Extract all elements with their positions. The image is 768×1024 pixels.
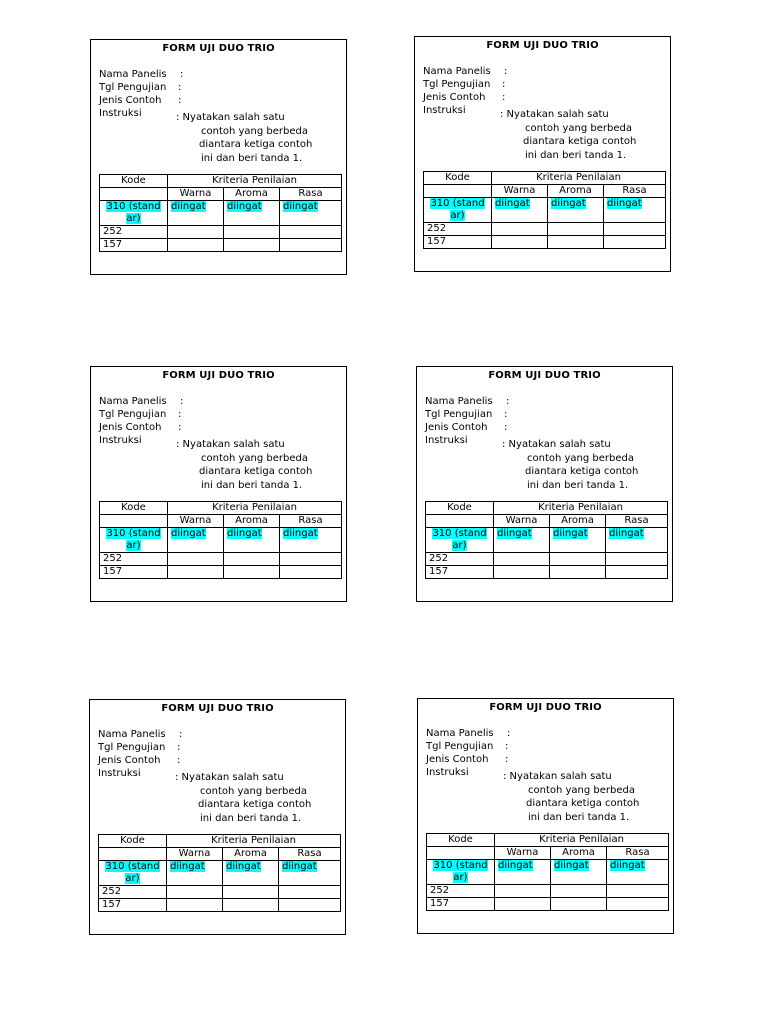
tgl-pengujian-label: Tgl Pengujian xyxy=(99,82,167,93)
aroma-cell[interactable] xyxy=(548,198,604,223)
kode-header: Kode xyxy=(100,175,168,188)
kode-310-line1: 310 (stand xyxy=(105,861,160,872)
instruction-line: diantara ketiga contoh xyxy=(199,139,313,151)
rasa-header: Rasa xyxy=(606,515,668,528)
instruksi-label: Instruksi xyxy=(99,108,142,119)
kode-310-line1: 310 (stand xyxy=(430,198,485,209)
kode-header: Kode xyxy=(426,502,494,515)
warna-cell[interactable] xyxy=(167,899,223,912)
table-subheader-row xyxy=(99,848,341,861)
table-row xyxy=(99,886,341,899)
instruction-line: : Nyatakan salah satu xyxy=(502,439,611,450)
form-title: FORM UJI DUO TRIO xyxy=(162,43,275,54)
empty-cell xyxy=(100,515,168,528)
table-row xyxy=(100,566,342,579)
instruksi-label: Instruksi xyxy=(425,435,468,446)
instruction-line: contoh yang berbeda xyxy=(200,785,308,797)
aroma-cell[interactable] xyxy=(224,566,280,579)
instruction-line: ini dan beri tanda 1. xyxy=(200,812,302,824)
warna-cell[interactable] xyxy=(495,885,551,898)
rasa-cell[interactable] xyxy=(279,861,341,886)
rasa-cell[interactable] xyxy=(607,860,669,885)
instruksi-label: Instruksi xyxy=(423,105,466,116)
jenis-contoh-colon: : xyxy=(178,95,182,106)
warna-cell[interactable] xyxy=(495,860,551,885)
tgl-pengujian-label: Tgl Pengujian xyxy=(425,409,493,420)
kode-157-cell: 157 xyxy=(100,566,168,579)
warna-header: Warna xyxy=(495,847,551,860)
criteria-table xyxy=(426,833,669,911)
duo-trio-form-1 xyxy=(90,39,347,275)
nama-panelis-colon: : xyxy=(179,729,183,740)
rasa-cell[interactable] xyxy=(279,886,341,899)
cell-value: diingat xyxy=(282,861,317,872)
cell-value: diingat xyxy=(227,201,262,212)
criteria-table xyxy=(99,501,342,579)
empty-cell xyxy=(427,847,495,860)
tgl-pengujian-colon: : xyxy=(502,79,506,90)
aroma-cell[interactable] xyxy=(224,201,280,226)
kode-157-cell: 157 xyxy=(100,239,168,252)
instruction-line: contoh yang berbeda xyxy=(525,122,633,134)
cell-value: diingat xyxy=(170,861,205,872)
table-row xyxy=(427,885,669,898)
aroma-header: Aroma xyxy=(550,515,606,528)
kode-310-cell xyxy=(426,528,494,553)
warna-header: Warna xyxy=(167,848,223,861)
jenis-contoh-label: Jenis Contoh xyxy=(426,754,489,765)
instruksi-label: Instruksi xyxy=(99,435,142,446)
table-subheader-row xyxy=(100,188,342,201)
instruction-line: diantara ketiga contoh xyxy=(523,136,637,148)
rasa-header: Rasa xyxy=(280,188,342,201)
instruksi-label: Instruksi xyxy=(426,767,469,778)
table-subheader-row xyxy=(426,515,668,528)
jenis-contoh-label: Jenis Contoh xyxy=(425,422,488,433)
cell-value: diingat xyxy=(607,198,642,209)
warna-cell[interactable] xyxy=(494,528,550,553)
warna-cell[interactable] xyxy=(167,861,223,886)
rasa-cell[interactable] xyxy=(279,899,341,912)
kode-310-line1: 310 (stand xyxy=(106,201,161,212)
rasa-cell[interactable] xyxy=(280,201,342,226)
instruction-line: diantara ketiga contoh xyxy=(199,466,313,478)
criteria-table xyxy=(98,834,341,912)
table-row-standard xyxy=(427,860,669,885)
kode-157-cell: 157 xyxy=(424,236,492,249)
rasa-cell[interactable] xyxy=(606,553,668,566)
warna-cell[interactable] xyxy=(494,566,550,579)
table-row xyxy=(100,226,342,239)
kode-310-cell xyxy=(100,528,168,553)
cell-value: diingat xyxy=(171,528,206,539)
rasa-header: Rasa xyxy=(279,848,341,861)
rasa-cell[interactable] xyxy=(604,198,666,223)
warna-cell[interactable] xyxy=(495,898,551,911)
instruction-line: : Nyatakan salah satu xyxy=(176,439,285,450)
rasa-cell[interactable] xyxy=(280,239,342,252)
kode-310-line2: ar) xyxy=(125,873,140,884)
kode-252-cell: 252 xyxy=(100,226,168,239)
warna-header: Warna xyxy=(168,188,224,201)
table-row-standard xyxy=(424,198,666,223)
cell-value: diingat xyxy=(283,201,318,212)
jenis-contoh-colon: : xyxy=(178,422,182,433)
warna-cell[interactable] xyxy=(168,239,224,252)
table-header-row xyxy=(424,172,666,185)
duo-trio-form-6 xyxy=(417,698,674,934)
duo-trio-form-2 xyxy=(414,36,671,272)
tgl-pengujian-colon: : xyxy=(177,742,181,753)
aroma-cell[interactable] xyxy=(224,226,280,239)
instruction-line: contoh yang berbeda xyxy=(201,452,309,464)
empty-cell xyxy=(100,188,168,201)
rasa-cell[interactable] xyxy=(604,223,666,236)
criteria-table xyxy=(99,174,342,252)
instruction-line: contoh yang berbeda xyxy=(528,784,636,796)
kode-252-cell: 252 xyxy=(99,886,167,899)
tgl-pengujian-colon: : xyxy=(178,409,182,420)
table-header-row xyxy=(99,835,341,848)
instruction-line: contoh yang berbeda xyxy=(201,125,309,137)
kriteria-header: Kriteria Penilaian xyxy=(494,502,668,515)
cell-value: diingat xyxy=(283,528,318,539)
instruction-line: : Nyatakan salah satu xyxy=(176,112,285,123)
kode-310-line2: ar) xyxy=(452,540,467,551)
aroma-header: Aroma xyxy=(224,188,280,201)
tgl-pengujian-label: Tgl Pengujian xyxy=(426,741,494,752)
table-header-row xyxy=(100,175,342,188)
kode-252-cell: 252 xyxy=(426,553,494,566)
instruction-text xyxy=(176,111,326,165)
instruction-line: : Nyatakan salah satu xyxy=(175,772,284,783)
cell-value: diingat xyxy=(497,528,532,539)
rasa-cell[interactable] xyxy=(606,566,668,579)
kriteria-header: Kriteria Penilaian xyxy=(168,175,342,188)
criteria-table xyxy=(425,501,668,579)
jenis-contoh-colon: : xyxy=(502,92,506,103)
kode-252-cell: 252 xyxy=(424,223,492,236)
nama-panelis-colon: : xyxy=(180,69,184,80)
aroma-cell[interactable] xyxy=(551,898,607,911)
instruction-line: ini dan beri tanda 1. xyxy=(201,152,303,164)
aroma-cell[interactable] xyxy=(550,553,606,566)
nama-panelis-colon: : xyxy=(504,66,508,77)
aroma-header: Aroma xyxy=(551,847,607,860)
warna-cell[interactable] xyxy=(492,198,548,223)
rasa-header: Rasa xyxy=(280,515,342,528)
tgl-pengujian-label: Tgl Pengujian xyxy=(98,742,166,753)
cell-value: diingat xyxy=(554,860,589,871)
nama-panelis-colon: : xyxy=(180,396,184,407)
instruction-line: ini dan beri tanda 1. xyxy=(528,811,630,823)
instruction-text xyxy=(500,108,650,162)
aroma-cell[interactable] xyxy=(551,885,607,898)
table-subheader-row xyxy=(424,185,666,198)
table-row-standard xyxy=(100,528,342,553)
table-subheader-row xyxy=(100,515,342,528)
empty-cell xyxy=(424,185,492,198)
duo-trio-form-5 xyxy=(89,699,346,935)
warna-cell[interactable] xyxy=(168,226,224,239)
warna-header: Warna xyxy=(168,515,224,528)
rasa-cell[interactable] xyxy=(280,553,342,566)
kode-310-line1: 310 (stand xyxy=(433,860,488,871)
aroma-header: Aroma xyxy=(548,185,604,198)
kriteria-header: Kriteria Penilaian xyxy=(168,502,342,515)
aroma-cell[interactable] xyxy=(224,528,280,553)
kode-310-cell xyxy=(424,198,492,223)
kode-310-line1: 310 (stand xyxy=(106,528,161,539)
empty-cell xyxy=(426,515,494,528)
rasa-cell[interactable] xyxy=(280,566,342,579)
table-row xyxy=(100,239,342,252)
warna-cell[interactable] xyxy=(168,566,224,579)
kode-310-line2: ar) xyxy=(126,540,141,551)
table-header-row xyxy=(426,502,668,515)
instruction-text xyxy=(503,770,653,824)
table-row xyxy=(426,553,668,566)
warna-cell[interactable] xyxy=(492,236,548,249)
form-title: FORM UJI DUO TRIO xyxy=(162,370,275,381)
table-subheader-row xyxy=(427,847,669,860)
form-title: FORM UJI DUO TRIO xyxy=(488,370,601,381)
instruction-line: ini dan beri tanda 1. xyxy=(201,479,303,491)
kode-252-cell: 252 xyxy=(427,885,495,898)
warna-cell[interactable] xyxy=(167,886,223,899)
jenis-contoh-label: Jenis Contoh xyxy=(99,95,162,106)
jenis-contoh-colon: : xyxy=(504,422,508,433)
aroma-cell[interactable] xyxy=(550,566,606,579)
kode-310-line2: ar) xyxy=(450,210,465,221)
form-title: FORM UJI DUO TRIO xyxy=(486,40,599,51)
form-title: FORM UJI DUO TRIO xyxy=(161,703,274,714)
duo-trio-form-3 xyxy=(90,366,347,602)
aroma-cell[interactable] xyxy=(223,886,279,899)
instruction-line: ini dan beri tanda 1. xyxy=(525,149,627,161)
rasa-cell[interactable] xyxy=(606,528,668,553)
instruction-line: diantara ketiga contoh xyxy=(526,798,640,810)
rasa-cell[interactable] xyxy=(604,236,666,249)
kode-157-cell: 157 xyxy=(99,899,167,912)
instruction-line: ini dan beri tanda 1. xyxy=(527,479,629,491)
jenis-contoh-label: Jenis Contoh xyxy=(423,92,486,103)
table-row-standard xyxy=(99,861,341,886)
kode-310-cell xyxy=(99,861,167,886)
kode-310-cell xyxy=(100,201,168,226)
duo-trio-form-4 xyxy=(416,366,673,602)
table-row-standard xyxy=(426,528,668,553)
aroma-cell[interactable] xyxy=(224,239,280,252)
warna-cell[interactable] xyxy=(168,528,224,553)
table-row xyxy=(100,553,342,566)
kode-310-line1: 310 (stand xyxy=(432,528,487,539)
cell-value: diingat xyxy=(495,198,530,209)
rasa-header: Rasa xyxy=(607,847,669,860)
cell-value: diingat xyxy=(226,861,261,872)
tgl-pengujian-colon: : xyxy=(504,409,508,420)
kode-252-cell: 252 xyxy=(100,553,168,566)
table-header-row xyxy=(100,502,342,515)
kode-157-cell: 157 xyxy=(426,566,494,579)
kode-310-line2: ar) xyxy=(126,213,141,224)
rasa-cell[interactable] xyxy=(280,226,342,239)
instruction-line: diantara ketiga contoh xyxy=(198,799,312,811)
cell-value: diingat xyxy=(609,528,644,539)
instruction-line: contoh yang berbeda xyxy=(527,452,635,464)
jenis-contoh-colon: : xyxy=(505,754,509,765)
cell-value: diingat xyxy=(553,528,588,539)
jenis-contoh-label: Jenis Contoh xyxy=(99,422,162,433)
tgl-pengujian-label: Tgl Pengujian xyxy=(423,79,491,90)
nama-panelis-colon: : xyxy=(507,728,511,739)
kode-310-line2: ar) xyxy=(453,872,468,883)
cell-value: diingat xyxy=(610,860,645,871)
kode-header: Kode xyxy=(99,835,167,848)
tgl-pengujian-colon: : xyxy=(505,741,509,752)
nama-panelis-colon: : xyxy=(506,396,510,407)
cell-value: diingat xyxy=(171,201,206,212)
kode-157-cell: 157 xyxy=(427,898,495,911)
table-header-row xyxy=(427,834,669,847)
aroma-cell[interactable] xyxy=(550,528,606,553)
aroma-cell[interactable] xyxy=(223,899,279,912)
table-row-standard xyxy=(100,201,342,226)
criteria-table xyxy=(423,171,666,249)
instruction-line: : Nyatakan salah satu xyxy=(500,109,609,120)
warna-header: Warna xyxy=(494,515,550,528)
empty-cell xyxy=(99,848,167,861)
table-row xyxy=(424,223,666,236)
instruction-text xyxy=(502,438,652,492)
instruction-line: : Nyatakan salah satu xyxy=(503,771,612,782)
aroma-cell[interactable] xyxy=(224,553,280,566)
table-row xyxy=(427,898,669,911)
warna-cell[interactable] xyxy=(168,553,224,566)
nama-panelis-label: Nama Panelis xyxy=(98,729,166,740)
table-row xyxy=(424,236,666,249)
jenis-contoh-colon: : xyxy=(177,755,181,766)
cell-value: diingat xyxy=(227,528,262,539)
instruction-text xyxy=(176,438,326,492)
aroma-header: Aroma xyxy=(223,848,279,861)
warna-cell[interactable] xyxy=(168,201,224,226)
warna-header: Warna xyxy=(492,185,548,198)
nama-panelis-label: Nama Panelis xyxy=(423,66,491,77)
rasa-header: Rasa xyxy=(604,185,666,198)
rasa-cell[interactable] xyxy=(280,528,342,553)
kode-header: Kode xyxy=(427,834,495,847)
kriteria-header: Kriteria Penilaian xyxy=(167,835,341,848)
nama-panelis-label: Nama Panelis xyxy=(99,69,167,80)
tgl-pengujian-label: Tgl Pengujian xyxy=(99,409,167,420)
kode-310-cell xyxy=(427,860,495,885)
aroma-cell[interactable] xyxy=(548,223,604,236)
aroma-cell[interactable] xyxy=(548,236,604,249)
table-row xyxy=(99,899,341,912)
aroma-cell[interactable] xyxy=(223,861,279,886)
kode-header: Kode xyxy=(424,172,492,185)
form-title: FORM UJI DUO TRIO xyxy=(489,702,602,713)
tgl-pengujian-colon: : xyxy=(178,82,182,93)
warna-cell[interactable] xyxy=(492,223,548,236)
instruction-text xyxy=(175,771,325,825)
rasa-cell[interactable] xyxy=(607,898,669,911)
warna-cell[interactable] xyxy=(494,553,550,566)
kode-header: Kode xyxy=(100,502,168,515)
nama-panelis-label: Nama Panelis xyxy=(99,396,167,407)
cell-value: diingat xyxy=(551,198,586,209)
jenis-contoh-label: Jenis Contoh xyxy=(98,755,161,766)
instruksi-label: Instruksi xyxy=(98,768,141,779)
cell-value: diingat xyxy=(498,860,533,871)
kriteria-header: Kriteria Penilaian xyxy=(492,172,666,185)
table-row xyxy=(426,566,668,579)
rasa-cell[interactable] xyxy=(607,885,669,898)
instruction-line: diantara ketiga contoh xyxy=(525,466,639,478)
nama-panelis-label: Nama Panelis xyxy=(426,728,494,739)
kriteria-header: Kriteria Penilaian xyxy=(495,834,669,847)
aroma-header: Aroma xyxy=(224,515,280,528)
aroma-cell[interactable] xyxy=(551,860,607,885)
nama-panelis-label: Nama Panelis xyxy=(425,396,493,407)
